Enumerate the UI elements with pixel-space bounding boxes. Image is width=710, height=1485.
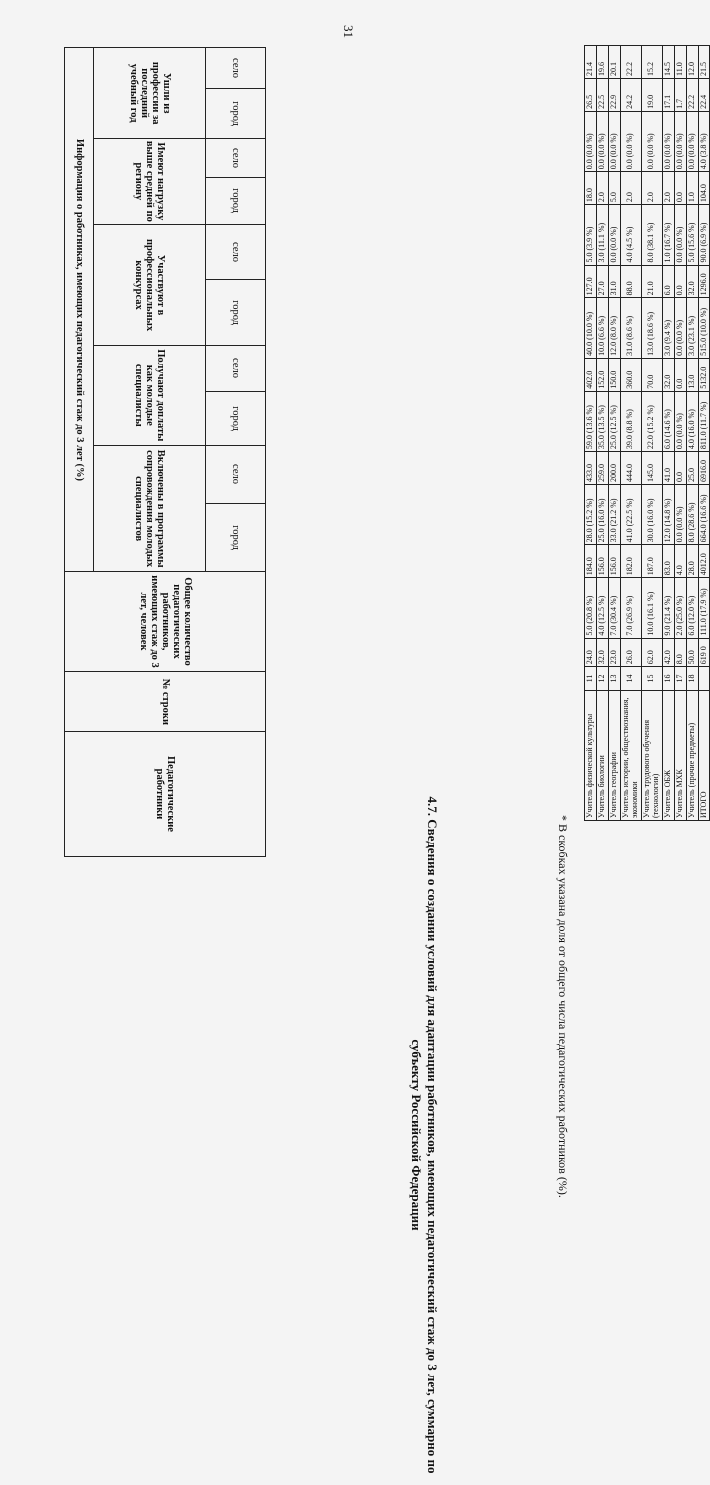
table-cell-c4s: 31.0 [608,265,620,298]
table-cell-total: 50.0 [686,638,698,667]
table-cell-c7: 21.4 [585,46,597,79]
table-cell-c2g: 8.0 (28.6 %) [686,484,698,544]
table-cell-c1s: 156.0 [596,545,608,578]
header-sub-village: село [206,224,266,279]
table-cell-c6s: 26.5 [585,78,597,111]
header-group-4: Имеют нагрузку выше средней по региону [94,138,206,224]
table-cell-c1g: 7.0 (30.4 %) [608,578,620,638]
table-cell-pos: Учитель МХК [674,690,686,820]
table-cell-c5g: 3.0 (11.1 %) [596,205,608,265]
header-group-1: Включены в программы сопровождения молодых специалистов [94,446,206,572]
header-table [64,47,266,857]
table-cell-c3g: 59.0 (13.6 %) [585,391,597,451]
table-cell-c4g: 12.0 (8.0 %) [608,298,620,358]
table-cell-num: 11 [585,667,597,690]
page-number: 31 [341,25,356,38]
table-cell-c4s: 127.0 [585,265,597,298]
table-cell-c2s: 6916.0 [698,452,710,485]
table-cell-c3s: 152.0 [596,358,608,391]
table-cell-pos: Учитель физической культуры [585,690,597,820]
table-row [698,46,710,821]
table-row [585,46,597,821]
header-workers: Педагогические работники [65,732,266,857]
table-row [608,46,620,821]
table-cell-c5s: 18.0 [585,172,597,205]
table-cell-c6s: 1.7 [674,78,686,111]
table-cell-c5s: 0.0 [674,172,686,205]
table-cell-c3g: 4.0 (16.0 %) [686,391,698,451]
table-cell-c5s: 2.0 [641,172,662,205]
header-sub-village: село [206,48,266,89]
table-cell-c2g: 33.0 (21.2 %) [608,484,620,544]
table-cell-c1g: 10.0 (16.1 %) [641,578,662,638]
table-cell-c4g: 3.0 (9.4 %) [662,298,674,358]
header-sub-village: село [206,138,266,177]
table-cell-total: 26.0 [620,638,641,667]
table-cell-num [698,667,710,690]
data-table [584,45,710,821]
table-cell-c4s: 32.0 [686,265,698,298]
data-table-body [585,46,710,821]
table-cell-total: 24.0 [585,638,597,667]
table-cell-num: 16 [662,667,674,690]
table-cell-c3g: 25.0 (12.5 %) [608,391,620,451]
table-cell-c3g: 35.0 (13.5 %) [596,391,608,451]
table-cell-c3g: 39.0 (8.8 %) [620,391,641,451]
table-cell-c6s: 17.1 [662,78,674,111]
table-cell-c3s: 5132.0 [698,358,710,391]
table-cell-c2s: 41.0 [662,452,674,485]
table-row [641,46,662,821]
table-cell-c6s: 22.9 [608,78,620,111]
table-cell-c2s: 433.0 [585,452,597,485]
table-row [596,46,608,821]
table-row [662,46,674,821]
table-cell-c5s: 2.0 [620,172,641,205]
table-cell-c3g: 6.0 (14.6 %) [662,391,674,451]
table-cell-num: 14 [620,667,641,690]
table-cell-c4s: 6.0 [662,265,674,298]
table-cell-c3s: 32.0 [662,358,674,391]
table-cell-c2g: 25.0 (16.0 %) [596,484,608,544]
table-cell-c1s: 83.0 [662,545,674,578]
table-cell-c6g: 0.0 (0.0 %) [641,111,662,171]
table-cell-pos: Учитель ОБЖ [662,690,674,820]
table-cell-c2g: 41.0 (22.5 %) [620,484,641,544]
table-cell-num: 18 [686,667,698,690]
table-cell-c6s: 22.5 [596,78,608,111]
table-cell-c1s: 4.0 [674,545,686,578]
table-cell-c4s: 21.0 [641,265,662,298]
table-cell-c3g: 0.0 (0.0 %) [674,391,686,451]
table-cell-c7: 12.0 [686,46,698,79]
table-cell-c1s: 187.0 [641,545,662,578]
table-cell-c4s: 0.0 [674,265,686,298]
table-cell-c1g: 4.0 (12.5 %) [596,578,608,638]
table-cell-c7: 20.1 [608,46,620,79]
table-cell-num: 13 [608,667,620,690]
header-sub-city: город [206,503,266,571]
table-cell-c1g: 2.0 (25.0 %) [674,578,686,638]
table-cell-c4s: 88.0 [620,265,641,298]
table-cell-c5g: 8.0 (38.1 %) [641,205,662,265]
table-cell-c1g: 7.0 (26.9 %) [620,578,641,638]
header-sub-city: город [206,279,266,345]
header-row-num: № строки [65,672,266,732]
table-cell-num: 12 [596,667,608,690]
table-cell-c5s: 2.0 [596,172,608,205]
table-cell-c5s: 5.0 [608,172,620,205]
table-cell-c1s: 156.0 [608,545,620,578]
table-cell-c7: 11.0 [674,46,686,79]
table-cell-pos: ИТОГО [698,690,710,820]
header-info-group: Информация о работниках, имеющих педагогический стаж до 3 лет (%) [65,48,94,572]
table-cell-c4g: 40.0 (10.0 %) [585,298,597,358]
header-sub-city: город [206,177,266,224]
header-total: Общее количество педагогических работников, имеющих стаж до 3 лет, человек [65,572,266,672]
table-cell-c6g: 0.0 (0.0 %) [596,111,608,171]
table-cell-c2s: 259.0 [596,452,608,485]
table-row [620,46,641,821]
table-cell-c5g: 4.0 (4.5 %) [620,205,641,265]
table-cell-c1s: 28.0 [686,545,698,578]
header-sub-city: город [206,89,266,138]
table-cell-c7: 22.2 [620,46,641,79]
table-cell-c3s: 0.0 [674,358,686,391]
header-sub-city: город [206,391,266,446]
table-cell-pos: Учитель географии [608,690,620,820]
table-cell-c4g: 13.0 (18.6 %) [641,298,662,358]
table-row [674,46,686,821]
table-cell-pos: Учитель (прочие предметы) [686,690,698,820]
table-cell-c4g: 31.0 (8.6 %) [620,298,641,358]
table-cell-pos: Учитель истории, обществознания, экономики [620,690,641,820]
table-cell-c4g: 3.0 (23.1 %) [686,298,698,358]
table-cell-c4g: 515.0 (10.0 %) [698,298,710,358]
table-cell-c2g: 0.0 (0.0 %) [674,484,686,544]
table-cell-c2s: 0.0 [674,452,686,485]
table-cell-c1g: 5.0 (20.8 %) [585,578,597,638]
table-cell-c5g: 5.0 (15.6 %) [686,205,698,265]
table-cell-c1g: 111.0 (17.9 %) [698,578,710,638]
table-cell-c4g: 10.0 (6.6 %) [596,298,608,358]
table-cell-c6s: 22.4 [698,78,710,111]
table-cell-c2g: 28.0 (15.2 %) [585,484,597,544]
table-cell-c2g: 30.0 (16.0 %) [641,484,662,544]
table-cell-c3s: 150.0 [608,358,620,391]
table-cell-c3s: 360.0 [620,358,641,391]
table-cell-c3s: 13.0 [686,358,698,391]
table-cell-c5g: 0.0 (0.0 %) [674,205,686,265]
table-cell-c7: 15.2 [641,46,662,79]
table-cell-c7: 19.6 [596,46,608,79]
table-cell-c6s: 19.0 [641,78,662,111]
table-cell-c6g: 0.0 (0.0 %) [608,111,620,171]
table-cell-c6g: 0.0 (0.0 %) [585,111,597,171]
table-cell-c3g: 811.0 (11.7 %) [698,391,710,451]
table-cell-c6g: 4.0 (3.8 %) [698,111,710,171]
footnote: * В скобках указана доля от общего числа педагогических работников (%). [556,815,570,1198]
table-cell-c5s: 2.0 [662,172,674,205]
table-cell-num: 17 [674,667,686,690]
table-cell-c5g: 90.0 (6.9 %) [698,205,710,265]
table-cell-c6g: 0.0 (0.0 %) [662,111,674,171]
table-cell-c1s: 184.0 [585,545,597,578]
section-title: 4.7. Сведения о создании условий для адаптации работников, имеющих педагогический стаж до 3 лет, суммарно по субъекту Российской Федерации [408,796,440,1474]
table-cell-c2g: 12.0 (14.8 %) [662,484,674,544]
header-row-top [65,48,94,857]
table-cell-c3g: 22.0 (15.2 %) [641,391,662,451]
header-group-2: Получают доплаты как молодые специалисты [94,345,206,445]
table-cell-total: 23.0 [608,638,620,667]
table-cell-c3s: 70.0 [641,358,662,391]
table-cell-c3s: 402.0 [585,358,597,391]
table-cell-pos: Учитель трудового обучения (технологии) [641,690,662,820]
table-cell-total: 8.0 [674,638,686,667]
header-sub-village: село [206,446,266,503]
table-cell-c1s: 182.0 [620,545,641,578]
table-cell-total: 42.0 [662,638,674,667]
table-cell-c7: 21.5 [698,46,710,79]
table-cell-c4s: 1296.0 [698,265,710,298]
table-cell-c6g: 0.0 (0.0 %) [686,111,698,171]
table-cell-c7: 14.5 [662,46,674,79]
table-cell-c5g: 5.0 (3.9 %) [585,205,597,265]
table-cell-total: 619 0 [698,638,710,667]
table-cell-c4s: 27.0 [596,265,608,298]
header-group-3: Участвуют в профессиональных конкурсах [94,224,206,345]
table-cell-c5g: 1.0 (16.7 %) [662,205,674,265]
header-group-5: Ушли из профессии за последний учебный год [94,48,206,139]
table-cell-c1g: 9.0 (21.4 %) [662,578,674,638]
header-sub-village: село [206,345,266,391]
table-cell-c6g: 0.0 (0.0 %) [620,111,641,171]
table-cell-total: 62.0 [641,638,662,667]
table-cell-num: 15 [641,667,662,690]
table-cell-c6s: 22.2 [686,78,698,111]
table-cell-c2g: 664.0 (16.6 %) [698,484,710,544]
table-cell-c4g: 0.0 (0.0 %) [674,298,686,358]
table-cell-c5s: 104.0 [698,172,710,205]
table-cell-c6g: 0.0 (0.0 %) [674,111,686,171]
table-cell-c1g: 6.0 (12.0 %) [686,578,698,638]
table-cell-c2s: 145.0 [641,452,662,485]
table-cell-c1s: 4012.0 [698,545,710,578]
table-cell-pos: Учитель биологии [596,690,608,820]
table-cell-total: 32.0 [596,638,608,667]
table-cell-c2s: 444.0 [620,452,641,485]
table-row [686,46,698,821]
table-cell-c5g: 0.0 (0.0 %) [608,205,620,265]
table-cell-c2s: 25.0 [686,452,698,485]
table-cell-c2s: 200.0 [608,452,620,485]
table-cell-c6s: 24.2 [620,78,641,111]
table-cell-c5s: 1.0 [686,172,698,205]
